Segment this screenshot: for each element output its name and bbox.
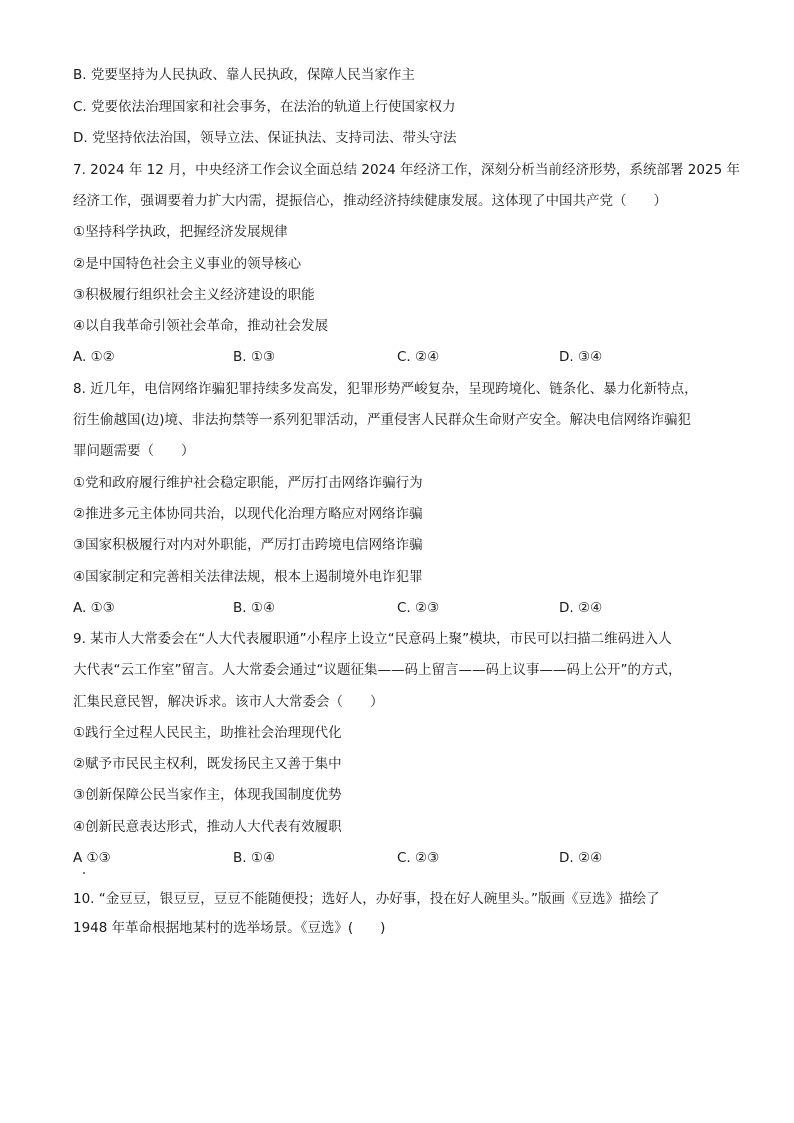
q9-item-2: ②赋予市民民主权利，既发扬民主又善于集中 [73, 756, 342, 772]
q8-stem-line1: 8. 近几年，电信网络诈骗犯罪持续多发高发，犯罪形势严峻复杂，呈现跨境化、链条化、暴力化新特点， [73, 381, 698, 397]
q8-choice-d: D. ②④ [559, 600, 603, 616]
q8-choice-b: B. ①④ [233, 600, 276, 616]
q7-item-3: ③积极履行组织社会主义经济建设的职能 [73, 287, 315, 303]
q8-item-4: ④国家制定和完善相关法律法规，根本上遏制境外电诈犯罪 [73, 569, 423, 585]
q7-stem-line1: 7. 2024 年 12 月，中央经济工作会议全面总结 2024 年经济工作，深刻分析当前经济形势，系统部署 2025 年 [73, 162, 740, 178]
option-c: C. 党要依法治理国家和社会事务，在法治的轨道上行使国家权力 [73, 99, 456, 115]
q9-item-4: ④创新民意表达形式，推动人大代表有效履职 [73, 819, 342, 835]
q9-stem-line1: 9. 某市人大常委会在“人大代表履职通”小程序上设立“民意码上聚”模块，市民可以扫描二维码进入人 [73, 631, 672, 647]
q7-choice-b: B. ①③ [233, 349, 276, 365]
q9-stem-line2: 大代表“云工作室”留言。人大常委会通过“议题征集——码上留言——码上议事——码上公开”的方式， [73, 662, 682, 678]
q8-stem-line2: 衍生偷越国(边)境、非法拘禁等一系列犯罪活动，严重侵害人民群众生命财产安全。解决电信网络诈骗犯 [73, 412, 692, 428]
q7-choice-c: C. ②④ [397, 349, 440, 365]
q7-item-1: ①坚持科学执政，把握经济发展规律 [73, 224, 288, 240]
q10-stem-line2: 1948 年革命根据地某村的选举场景。《豆选》( ) [73, 920, 386, 936]
q9-choice-c: C. ②③ [397, 850, 440, 866]
q7-item-4: ④以自我革命引领社会革命，推动社会发展 [73, 318, 329, 334]
q10-stem-line1: 10. “金豆豆，银豆豆，豆豆不能随便投；选好人，办好事，投在好人碗里头。”版画《豆选》描绘了 [73, 891, 660, 907]
stray-dot-mark [83, 872, 85, 874]
option-d: D. 党坚持依法治国，领导立法、保证执法、支持司法、带头守法 [73, 130, 457, 146]
q9-choice-b: B. ①④ [233, 850, 276, 866]
q9-stem-line3: 汇集民意民智，解决诉求。该市人大常委会（ ） [73, 694, 384, 710]
q8-item-3: ③国家积极履行对内对外职能，严厉打击跨境电信网络诈骗 [73, 537, 423, 553]
q7-item-2: ②是中国特色社会主义事业的领导核心 [73, 256, 302, 272]
q9-choice-d: D. ②④ [559, 850, 603, 866]
q8-stem-line3: 罪问题需要（ ） [73, 443, 195, 459]
q9-item-3: ③创新保障公民当家作主，体现我国制度优势 [73, 787, 342, 803]
q7-choice-a: A. ①② [73, 349, 115, 365]
q8-choice-a: A. ①③ [73, 600, 115, 616]
option-b: B. 党要坚持为人民执政、靠人民执政，保障人民当家作主 [73, 67, 415, 83]
q9-choice-a: A ①③ [73, 850, 111, 866]
q8-item-2: ②推进多元主体协同共治，以现代化治理方略应对网络诈骗 [73, 506, 423, 522]
q8-choice-c: C. ②③ [397, 600, 440, 616]
q8-item-1: ①党和政府履行维护社会稳定职能，严厉打击网络诈骗行为 [73, 475, 423, 491]
q9-item-1: ①践行全过程人民民主，助推社会治理现代化 [73, 725, 342, 741]
q7-stem-line2: 经济工作，强调要着力扩大内需，提振信心，推动经济持续健康发展。这体现了中国共产党（ ） [73, 193, 667, 209]
q7-choice-d: D. ③④ [559, 349, 603, 365]
